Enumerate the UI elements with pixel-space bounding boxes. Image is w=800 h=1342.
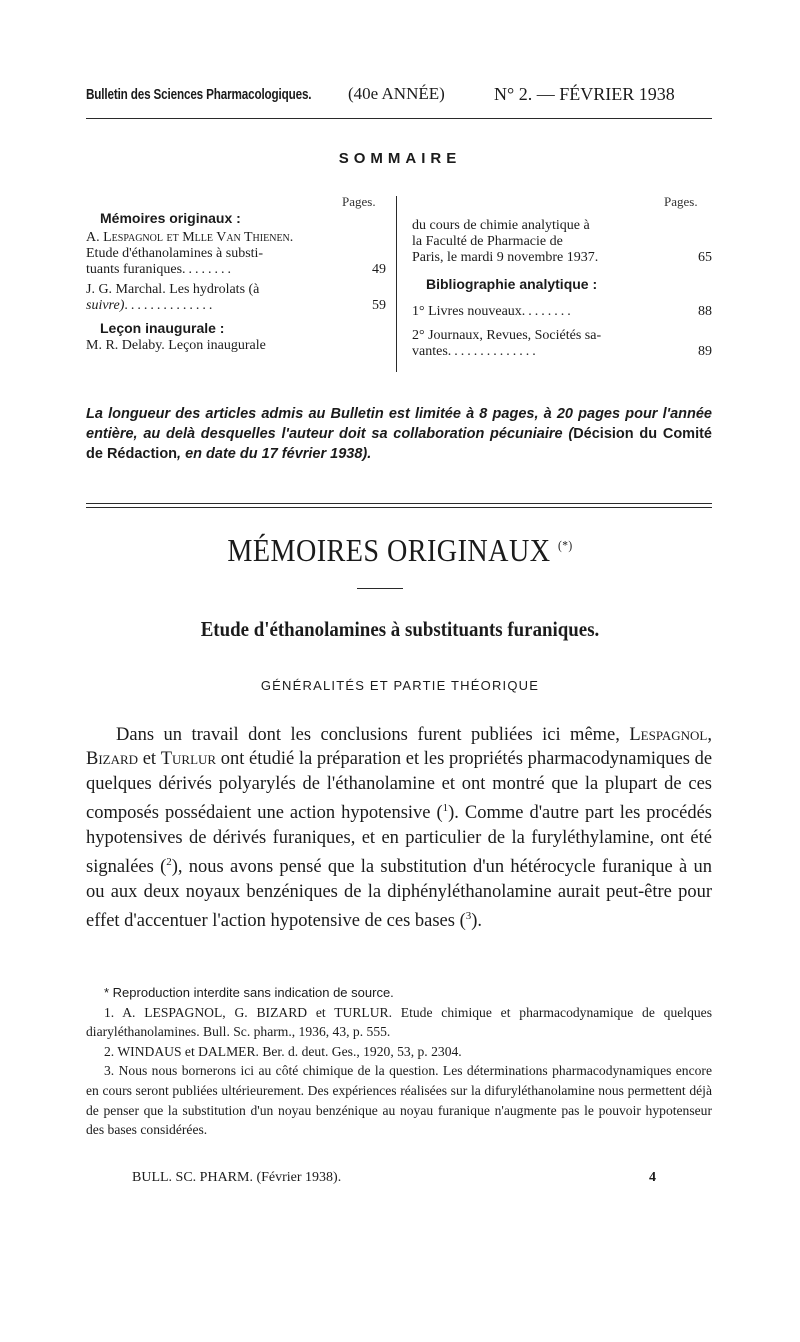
page-footer (132, 1170, 656, 1186)
year-label: (40e ANNÉE) (348, 84, 445, 103)
body-text-segment: ), nous avons pensé que la substitution d'un hétérocycle furanique à un ou aux deux noyaux benzéniques de la diphényléthanolamine aurait peut-être pour effet d'accentuer l'action hypotensive de ces bases ( (86, 857, 712, 932)
footnote-ref[interactable]: 2 (166, 856, 172, 869)
notice-text-end: , en date du 17 février 1938). (177, 446, 372, 462)
toc-entry-lespagnol[interactable] (86, 230, 386, 278)
section-title-footnote-mark: (*) (557, 537, 573, 553)
editorial-notice (86, 404, 712, 464)
sommaire-column-divider (396, 196, 397, 372)
toc-heading-memoires: Mémoires originaux : (100, 210, 241, 226)
toc-page-number: 59 (372, 298, 386, 313)
footnote-ref[interactable]: 3 (465, 910, 472, 923)
toc-entry-livres[interactable] (412, 304, 712, 320)
page-number: 4 (649, 1170, 656, 1185)
toc-entry-line: du cours de chimie analytique à (412, 218, 590, 233)
toc-entry-delaby-cont[interactable] (412, 210, 712, 266)
notice-text: La longueur des articles admis au Bulletin est limitée à 8 pages, à 20 pages pour l'année entière, au delà desquelles l'auteur doit sa collaboration pécuniaire ( (86, 406, 712, 442)
body-text-segment: ont étudié la préparation et les propriétés pharmacodynamiques de quelques dérivés polyarylés de l'éthanolamine et ont montré que la plupart de ces composés possédaient une action hypotensive ( (86, 749, 713, 824)
running-head (86, 84, 716, 112)
sommaire-title: SOMMAIRE (338, 150, 462, 167)
footnote-1: 1. A. LESPAGNOL, G. BIZARD et TURLUR. Etude chimique et pharmacodynamique de quelques diaryléthanolamines. Bull. Sc. pharm., 1936, 43, p. 555. (86, 1004, 712, 1040)
section-title-text: MÉMOIRES ORIGINAUX (227, 532, 551, 568)
sub-heading: GÉNÉRALITÉS ET PARTIE THÉORIQUE (260, 678, 540, 693)
footnotes (86, 983, 712, 1140)
leader-dots: .............. (447, 344, 539, 359)
issue-number: N° 2. — FÉVRIER 1938 (494, 84, 675, 104)
toc-entry-line: la Faculté de Pharmacie de (412, 234, 563, 249)
pages-label-left: Pages. (342, 194, 376, 209)
notice-decision: Décision du Comité de Rédaction (86, 426, 712, 462)
leader-dots: ........ (182, 262, 235, 277)
footnote-reproduction: * Reproduction interdite sans indication de source. (104, 985, 394, 1000)
body-text-segment: , (707, 725, 712, 745)
toc-entry-line: vantes (412, 344, 448, 359)
toc-heading-bibliographie: Bibliographie analytique : (426, 276, 598, 292)
body-text-segment: et (142, 749, 157, 770)
toc-entry-marchal[interactable] (86, 282, 386, 314)
toc-entry-line: Paris, le mardi 9 novembre 1937. (412, 250, 599, 265)
toc-entry-line: 2° Journaux, Revues, Sociétés sa- (412, 328, 602, 343)
author-name: Bizard (86, 749, 139, 770)
toc-entry-line: M. R. Delaby. Leçon inaugurale (86, 338, 266, 353)
toc-page-number: 89 (698, 344, 712, 359)
section-title (48, 532, 752, 569)
toc-entry-line: Etude d'éthanolamines à substi- (86, 246, 264, 261)
double-rule-top (86, 503, 712, 504)
leader-dots: ........ (521, 304, 574, 319)
author-name: Lespagnol (629, 725, 708, 745)
footnote-3: 3. Nous nous bornerons ici au côté chimique de la question. Les déterminations pharmacodynamiques encore en cours seront publiées ultérieurement. Des expériences réalisées sur la difuryléthanolamine nous permettent déjà de penser que la substitution d'un noyau benzénique au noyau furanique n'augmente pas le pouvoir hypotenseur des bases considérées. (86, 1063, 712, 1138)
body-text-segment: ). Comme d'autre part les procédés hypotensives de dérivés furaniques, et en particulier de la furyléthylamine, ont été signalées ( (86, 803, 713, 878)
toc-page-number: 65 (698, 250, 712, 265)
footnote-2: 2. WINDAUS et DALMER. Ber. d. deut. Ges., 1920, 53, p. 2304. (104, 1043, 462, 1059)
article-title: Etude d'éthanolamines à substituants furaniques. (200, 617, 600, 641)
toc-entry-line: tuants furaniques (86, 262, 183, 277)
toc-right-column (412, 210, 712, 360)
body-text-segment: Dans un travail dont les conclusions furent publiées ici même, (116, 725, 620, 745)
toc-entry-line: A. Lespagnol et Mlle Van Thienen. (86, 230, 294, 245)
toc-left-column (86, 210, 386, 354)
title-underline (357, 588, 403, 589)
footnote-ref[interactable]: 1 (442, 802, 449, 815)
toc-page-number: 49 (372, 262, 386, 277)
toc-entry-line: suivre) (86, 298, 125, 313)
toc-page-number: 88 (698, 304, 712, 319)
journal-title: Bulletin des Sciences Pharmacologiques. (86, 86, 312, 103)
leader-dots: .............. (124, 298, 216, 313)
toc-heading-lecon: Leçon inaugurale : (100, 320, 225, 336)
footer-citation: BULL. SC. PHARM. (Février 1938). (132, 1170, 342, 1185)
double-rule-bottom (86, 507, 712, 508)
pages-label-right: Pages. (664, 194, 698, 209)
toc-entry-delaby[interactable] (86, 338, 386, 354)
toc-entry-journaux[interactable] (412, 328, 712, 360)
body-paragraph (86, 723, 712, 934)
body-text-segment: ). (471, 911, 483, 932)
header-rule (86, 118, 712, 119)
author-name: Turlur (160, 749, 217, 770)
toc-entry-line: J. G. Marchal. Les hydrolats (à (86, 282, 260, 297)
toc-entry-line: 1° Livres nouveaux (412, 304, 522, 319)
